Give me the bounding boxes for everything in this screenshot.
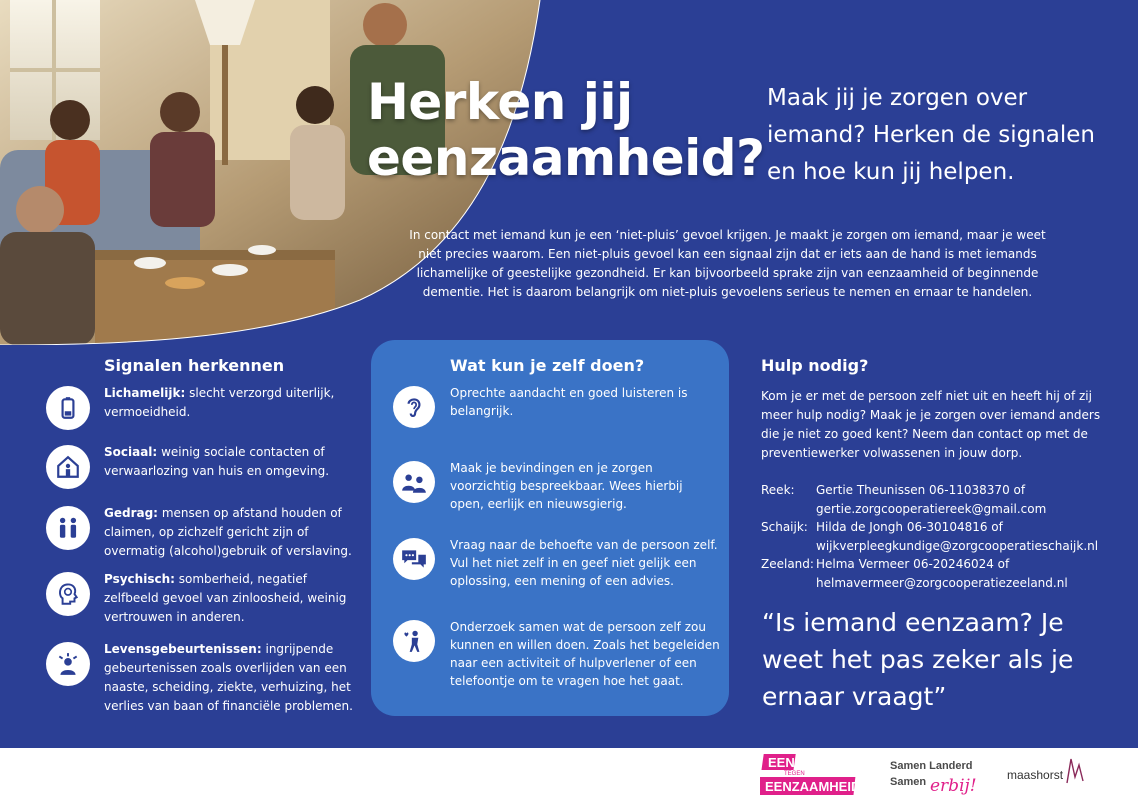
signal-text: Levensgebeurtenissen: ingrijpende gebeurtenissen zoals overlijden van een naaste, scheiding, ziekte, verhuizing, het verlies van baan of financiële problemen.: [104, 642, 353, 713]
zelf-text: Maak je bevindingen en je zorgen voorzichtig bespreekbaar. Wees hierbij open, eerlijk en nieuwsgierig.: [450, 461, 683, 511]
contact-zeeland: [761, 555, 1131, 592]
title-line-1: Herken jij: [367, 73, 633, 131]
title-line-2: eenzaamheid?: [367, 129, 765, 187]
people-icon: [46, 506, 90, 550]
contact-email[interactable]: gertie.zorgcooperatiereek@gmail.com: [816, 501, 1047, 516]
intro-paragraph: In contact met iemand kun je een ‘niet-pluis’ gevoel krijgen. Je maakt je zorgen om iemand, maar je weet niet precies waarom. Een niet-pluis gevoel kan een signaal zijn dat er iets aan de hand is met iemands lichamelijke of geestelijke gezondheid. Er kan bijvoorbeeld sprake zijn van eenzaamheid of beginnende dementie. Het is daarom belangrijk om niet-pluis gevoelens serieus te nemen en ernaar te handelen.: [409, 228, 1046, 299]
stressed-person-icon: [46, 642, 90, 686]
contact-place: Zeeland:: [761, 557, 814, 571]
logo2-script-text: erbij!: [930, 776, 977, 796]
contact-email[interactable]: wijkverpleegkundige@zorgcooperatieschaijk.nl: [816, 538, 1099, 553]
contact-list: [761, 481, 1131, 592]
signal-text: Psychisch: somberheid, negatief zelfbeeld gevoel van zinloosheid, weinig vertrouwen in anderen.: [104, 572, 347, 624]
logo2-line2-text: Samen: [890, 776, 927, 788]
subtitle: Maak jij je zorgen over iemand? Herken de signalen en hoe kun jij helpen.: [767, 85, 1095, 185]
quote: “Is iemand eenzaam? Je weet het pas zeker als je ernaar vraagt”: [762, 608, 1074, 711]
house-person-icon: [46, 445, 90, 489]
een-tegen-eenzaamheid-logo: [760, 752, 860, 798]
contact-email[interactable]: helmavermeer@zorgcooperatiezeeland.nl: [816, 575, 1068, 590]
contact-schaijk: [761, 518, 1131, 555]
zelf-text: Oprechte aandacht en goed luisteren is belangrijk.: [450, 386, 688, 418]
hulp-title: Hulp nodig?: [761, 356, 869, 375]
zelf-doen-box: [371, 340, 729, 716]
logo1-bottom-text: EENZAAMHEID: [765, 779, 860, 794]
zelf-title: Wat kun je zelf doen?: [450, 356, 645, 375]
hulp-paragraph: Kom je er met de persoon zelf niet uit en heeft hij of zij meer hulp nodig? Maak je je zorgen over iemand anders die je niet zo goed kent? Neem dan contact op met de preventiewerker volwassenen in jouw dorp.: [761, 389, 1101, 460]
battery-icon: [46, 386, 90, 430]
speech-bubbles-icon: [393, 538, 435, 580]
contact-place: Reek:: [761, 483, 795, 497]
contact-name: Helma Vermeer 06-20246024 of: [816, 557, 1010, 571]
signal-text: Lichamelijk: slecht verzorgd uiterlijk, vermoeidheid.: [104, 386, 335, 419]
contact-reek: [761, 481, 1131, 518]
logo2-line1-text: Samen Landerd: [890, 760, 973, 772]
contact-name: Hilda de Jongh 06-30104816 of: [816, 520, 1003, 534]
page-title: [367, 74, 765, 186]
head-brain-icon: [46, 572, 90, 616]
signal-text: Sociaal: weinig sociale contacten of verwaarlozing van huis en omgeving.: [104, 445, 330, 478]
contact-place: Schaijk:: [761, 520, 808, 534]
ear-icon: [393, 386, 435, 428]
logo3-text: maashorst: [1007, 768, 1064, 782]
conversation-icon: [393, 461, 435, 503]
zelf-text: Onderzoek samen wat de persoon zelf zou kunnen en willen doen. Zoals het begeleiden naar een activiteit of hulpverlener of een telefoontje om te vragen hoe het gaat.: [450, 620, 720, 688]
logo1-mid-text: TEGEN: [784, 771, 805, 777]
maashorst-logo: [1005, 755, 1095, 791]
zelf-text: Vraag naar de behoefte van de persoon zelf. Vul het niet zelf in en geef niet gelijk een oplossing, een mening of een advies.: [450, 538, 718, 588]
person-heart-icon: [393, 620, 435, 662]
logo1-top-text: EEN: [768, 755, 795, 770]
samen-landerd-logo: [888, 755, 988, 799]
signal-text: Gedrag: mensen op afstand houden of claimen, op zichzelf gericht zijn of overmatig (alcohol)gebruik of verslaving.: [104, 506, 352, 558]
contact-name: Gertie Theunissen 06-11038370 of: [816, 483, 1026, 497]
signalen-title: Signalen herkennen: [104, 356, 285, 375]
